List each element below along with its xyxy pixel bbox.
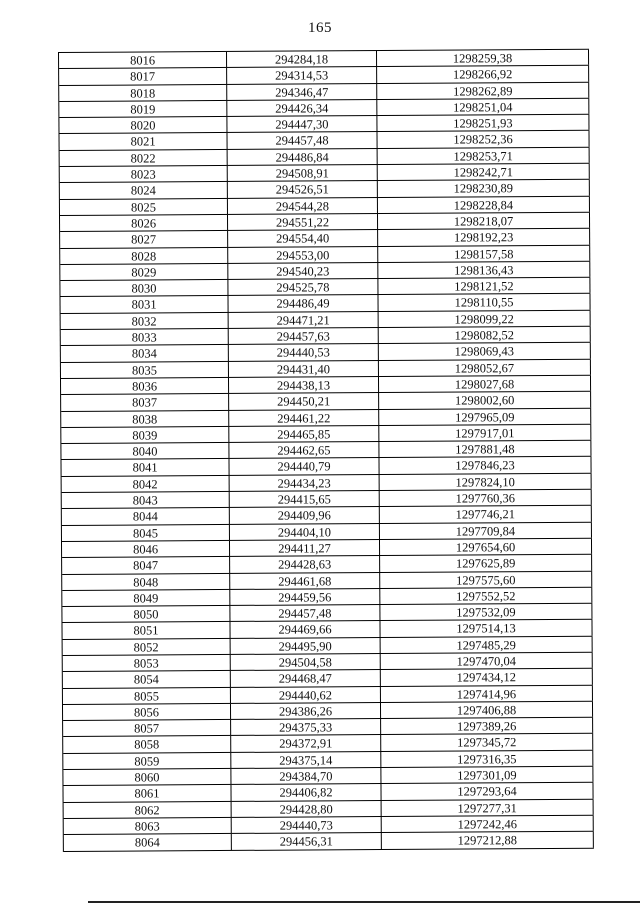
point-number-cell: 8031 <box>60 296 228 312</box>
y-coordinate-cell: 1298027,68 <box>379 376 591 393</box>
point-number-cell: 8028 <box>60 248 228 264</box>
point-number-cell: 8043 <box>62 492 230 508</box>
point-number-cell: 8032 <box>61 313 229 329</box>
y-coordinate-cell: 1298069,43 <box>379 343 591 360</box>
y-coordinate-cell: 1297389,26 <box>381 718 593 735</box>
x-coordinate-cell: 294459,56 <box>230 589 380 605</box>
x-coordinate-cell: 294372,91 <box>231 736 381 752</box>
y-coordinate-cell: 1297917,01 <box>379 425 591 442</box>
x-coordinate-cell: 294428,63 <box>230 556 380 572</box>
x-coordinate-cell: 294438,13 <box>229 377 379 393</box>
y-coordinate-cell: 1298242,71 <box>378 164 590 181</box>
y-coordinate-cell: 1297575,60 <box>380 571 592 588</box>
x-coordinate-cell: 294508,91 <box>228 165 378 181</box>
point-number-cell: 8039 <box>61 427 229 443</box>
x-coordinate-cell: 294375,14 <box>231 752 381 768</box>
y-coordinate-cell: 1298262,89 <box>377 82 589 99</box>
x-coordinate-cell: 294415,65 <box>230 491 380 507</box>
y-coordinate-cell: 1297532,09 <box>380 604 592 621</box>
point-number-cell: 8057 <box>63 720 231 736</box>
y-coordinate-cell: 1298218,07 <box>378 213 590 230</box>
point-number-cell: 8050 <box>62 606 230 622</box>
point-number-cell: 8019 <box>59 101 227 117</box>
page-number: 165 <box>308 20 332 36</box>
x-coordinate-cell: 294469,66 <box>230 621 380 637</box>
y-coordinate-cell: 1297470,04 <box>381 653 593 670</box>
y-coordinate-cell: 1298228,84 <box>378 196 590 213</box>
x-coordinate-cell: 294284,18 <box>227 51 377 67</box>
y-coordinate-cell: 1297514,13 <box>380 620 592 637</box>
x-coordinate-cell: 294457,63 <box>229 328 379 344</box>
point-number-cell: 8029 <box>60 264 228 280</box>
x-coordinate-cell: 294486,84 <box>228 149 378 165</box>
x-coordinate-cell: 294554,40 <box>228 230 378 246</box>
point-number-cell: 8055 <box>63 688 231 704</box>
point-number-cell: 8017 <box>59 68 227 84</box>
x-coordinate-cell: 294457,48 <box>230 605 380 621</box>
x-coordinate-cell: 294486,49 <box>228 295 378 311</box>
x-coordinate-cell: 294434,23 <box>230 475 380 491</box>
y-coordinate-cell: 1298136,43 <box>378 262 590 279</box>
point-number-cell: 8036 <box>61 378 229 394</box>
x-coordinate-cell: 294461,22 <box>229 410 379 426</box>
point-number-cell: 8064 <box>64 834 232 850</box>
x-coordinate-cell: 294346,47 <box>227 84 377 100</box>
x-coordinate-cell: 294384,70 <box>231 768 381 784</box>
point-number-cell: 8033 <box>61 329 229 345</box>
y-coordinate-cell: 1297965,09 <box>379 408 591 425</box>
point-number-cell: 8047 <box>62 557 230 573</box>
x-coordinate-cell: 294471,21 <box>229 312 379 328</box>
point-number-cell: 8044 <box>62 508 230 524</box>
x-coordinate-cell: 294426,34 <box>227 100 377 116</box>
point-number-cell: 8026 <box>60 215 228 231</box>
point-number-cell: 8049 <box>62 590 230 606</box>
point-number-cell: 8046 <box>62 541 230 557</box>
point-number-cell: 8016 <box>59 52 227 68</box>
x-coordinate-cell: 294461,68 <box>230 573 380 589</box>
y-coordinate-cell: 1298157,58 <box>378 245 590 262</box>
point-number-cell: 8020 <box>59 117 227 133</box>
x-coordinate-cell: 294406,82 <box>231 784 381 800</box>
x-coordinate-cell: 294526,51 <box>228 181 378 197</box>
y-coordinate-cell: 1297625,89 <box>380 555 592 572</box>
x-coordinate-cell: 294314,53 <box>227 67 377 83</box>
point-number-cell: 8059 <box>63 753 231 769</box>
point-number-cell: 8038 <box>61 410 229 426</box>
x-coordinate-cell: 294411,27 <box>230 540 380 556</box>
y-coordinate-cell: 1297552,52 <box>380 588 592 605</box>
y-coordinate-cell: 1297277,31 <box>382 799 594 816</box>
point-number-cell: 8061 <box>63 785 231 801</box>
x-coordinate-cell: 294462,65 <box>229 442 379 458</box>
x-coordinate-cell: 294468,47 <box>231 670 381 686</box>
y-coordinate-cell: 1298052,67 <box>379 359 591 376</box>
x-coordinate-cell: 294525,78 <box>228 279 378 295</box>
x-coordinate-cell: 294375,33 <box>231 719 381 735</box>
y-coordinate-cell: 1297824,10 <box>380 473 592 490</box>
x-coordinate-cell: 294440,53 <box>229 344 379 360</box>
x-coordinate-cell: 294404,10 <box>230 524 380 540</box>
point-number-cell: 8027 <box>60 231 228 247</box>
x-coordinate-cell: 294386,26 <box>231 703 381 719</box>
y-coordinate-cell: 1298251,04 <box>377 99 589 116</box>
y-coordinate-cell: 1298266,92 <box>377 66 589 83</box>
y-coordinate-cell: 1297760,36 <box>380 490 592 507</box>
x-coordinate-cell: 294544,28 <box>228 198 378 214</box>
y-coordinate-cell: 1297345,72 <box>381 734 593 751</box>
x-coordinate-cell: 294440,73 <box>232 817 382 833</box>
point-number-cell: 8053 <box>63 655 231 671</box>
y-coordinate-cell: 1298099,22 <box>379 311 591 328</box>
x-coordinate-cell: 294431,40 <box>229 361 379 377</box>
y-coordinate-cell: 1297709,84 <box>380 522 592 539</box>
x-coordinate-cell: 294409,96 <box>230 507 380 523</box>
y-coordinate-cell: 1297406,88 <box>381 702 593 719</box>
x-coordinate-cell: 294540,23 <box>228 263 378 279</box>
coordinates-table <box>58 49 594 852</box>
point-number-cell: 8035 <box>61 362 229 378</box>
x-coordinate-cell: 294495,90 <box>231 638 381 654</box>
point-number-cell: 8063 <box>64 818 232 834</box>
point-number-cell: 8056 <box>63 704 231 720</box>
point-number-cell: 8041 <box>61 459 229 475</box>
y-coordinate-cell: 1297434,12 <box>381 669 593 686</box>
y-coordinate-cell: 1298259,38 <box>377 50 589 67</box>
point-number-cell: 8051 <box>62 622 230 638</box>
point-number-cell: 8018 <box>59 85 227 101</box>
point-number-cell: 8048 <box>62 573 230 589</box>
y-coordinate-cell: 1297242,46 <box>382 816 594 833</box>
point-number-cell: 8034 <box>61 345 229 361</box>
scan-edge-line <box>88 901 640 903</box>
point-number-cell: 8025 <box>60 199 228 215</box>
point-number-cell: 8062 <box>64 802 232 818</box>
y-coordinate-cell: 1298230,89 <box>378 180 590 197</box>
y-coordinate-cell: 1298251,93 <box>377 115 589 132</box>
point-number-cell: 8022 <box>60 150 228 166</box>
point-number-cell: 8058 <box>63 736 231 752</box>
point-number-cell: 8024 <box>60 182 228 198</box>
y-coordinate-cell: 1297746,21 <box>380 506 592 523</box>
point-number-cell: 8045 <box>62 525 230 541</box>
point-number-cell: 8030 <box>60 280 228 296</box>
y-coordinate-cell: 1298192,23 <box>378 229 590 246</box>
point-number-cell: 8023 <box>60 166 228 182</box>
x-coordinate-cell: 294456,31 <box>232 833 382 849</box>
y-coordinate-cell: 1297212,88 <box>382 832 594 849</box>
point-number-cell: 8040 <box>61 443 229 459</box>
x-coordinate-cell: 294551,22 <box>228 214 378 230</box>
point-number-cell: 8037 <box>61 394 229 410</box>
point-number-cell: 8021 <box>60 133 228 149</box>
y-coordinate-cell: 1297293,64 <box>381 783 593 800</box>
y-coordinate-cell: 1298082,52 <box>379 327 591 344</box>
x-coordinate-cell: 294450,21 <box>229 393 379 409</box>
y-coordinate-cell: 1297316,35 <box>381 751 593 768</box>
y-coordinate-cell: 1298110,55 <box>378 294 590 311</box>
y-coordinate-cell: 1297301,09 <box>381 767 593 784</box>
y-coordinate-cell: 1298002,60 <box>379 392 591 409</box>
point-number-cell: 8060 <box>63 769 231 785</box>
point-number-cell: 8054 <box>63 671 231 687</box>
point-number-cell: 8042 <box>62 476 230 492</box>
x-coordinate-cell: 294457,48 <box>228 133 378 149</box>
y-coordinate-cell: 1298253,71 <box>378 148 590 165</box>
y-coordinate-cell: 1297414,96 <box>381 685 593 702</box>
x-coordinate-cell: 294553,00 <box>228 247 378 263</box>
point-number-cell: 8052 <box>63 639 231 655</box>
y-coordinate-cell: 1298121,52 <box>378 278 590 295</box>
y-coordinate-cell: 1297654,60 <box>380 539 592 556</box>
x-coordinate-cell: 294440,62 <box>231 687 381 703</box>
y-coordinate-cell: 1297846,23 <box>379 457 591 474</box>
x-coordinate-cell: 294465,85 <box>229 426 379 442</box>
x-coordinate-cell: 294428,80 <box>232 801 382 817</box>
y-coordinate-cell: 1297485,29 <box>381 636 593 653</box>
x-coordinate-cell: 294447,30 <box>227 116 377 132</box>
x-coordinate-cell: 294504,58 <box>231 654 381 670</box>
y-coordinate-cell: 1298252,36 <box>377 131 589 148</box>
table-row <box>64 832 594 852</box>
y-coordinate-cell: 1297881,48 <box>379 441 591 458</box>
x-coordinate-cell: 294440,79 <box>229 458 379 474</box>
